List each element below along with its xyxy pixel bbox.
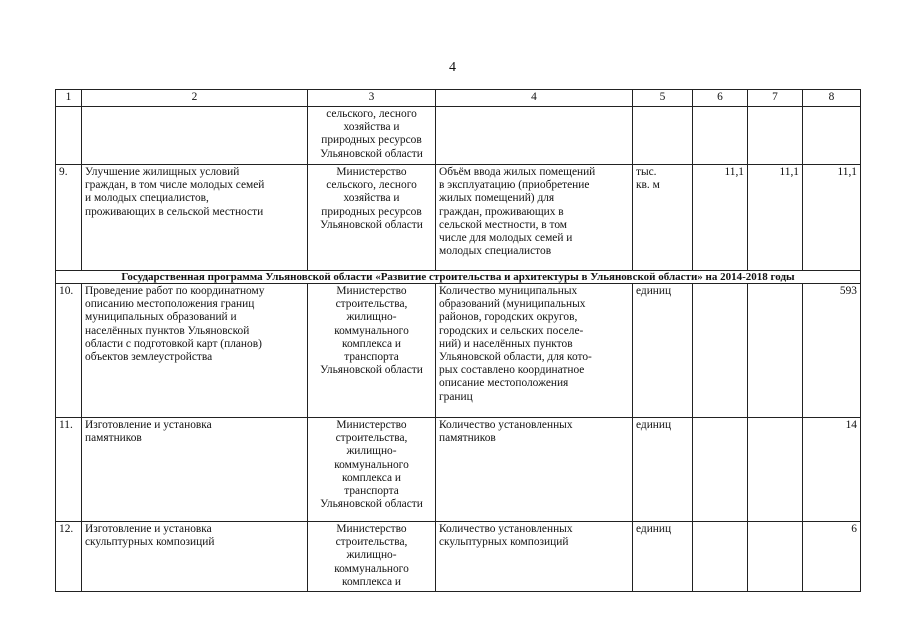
indicator: Количество муниципальных образований (муниципальных районов, городских округов, городских и сельских поселе- ний) и населённых пунктов Ульяновской области, для кото- рых составлено координатное описание местоположения границ <box>436 284 633 418</box>
table-header-row <box>56 90 861 107</box>
header-cell-5: 5 <box>633 90 693 107</box>
row-number <box>56 107 82 165</box>
unit: единиц <box>633 418 693 522</box>
responsible-ministry: Министерство строительства, жилищно- коммунального комплекса и транспорта Ульяновской области <box>308 284 436 418</box>
row-number: 9. <box>56 165 82 271</box>
unit <box>633 107 693 165</box>
value-col-7 <box>748 522 803 592</box>
table-row <box>56 284 861 418</box>
row-number: 12. <box>56 522 82 592</box>
header-cell-8: 8 <box>803 90 861 107</box>
row-number: 10. <box>56 284 82 418</box>
section-row <box>56 271 861 284</box>
event-name <box>82 107 308 165</box>
value-col-8: 11,1 <box>803 165 861 271</box>
header-cell-7: 7 <box>748 90 803 107</box>
unit: единиц <box>633 522 693 592</box>
responsible-ministry: Министерство строительства, жилищно- коммунального комплекса и <box>308 522 436 592</box>
header-cell-6: 6 <box>693 90 748 107</box>
table-row <box>56 107 861 165</box>
responsible-ministry: Министерство сельского, лесного хозяйства и природных ресурсов Ульяновской области <box>308 165 436 271</box>
table-row <box>56 522 861 592</box>
value-col-6 <box>693 522 748 592</box>
event-name: Изготовление и установка памятников <box>82 418 308 522</box>
table-row <box>56 418 861 522</box>
value-col-8: 14 <box>803 418 861 522</box>
row-number: 11. <box>56 418 82 522</box>
indicator: Количество установленных памятников <box>436 418 633 522</box>
value-col-7 <box>748 284 803 418</box>
responsible-ministry: Министерство строительства, жилищно- коммунального комплекса и транспорта Ульяновской области <box>308 418 436 522</box>
unit: тыс. кв. м <box>633 165 693 271</box>
page-number: 4 <box>449 60 456 75</box>
responsible-ministry: сельского, лесного хозяйства и природных ресурсов Ульяновской области <box>308 107 436 165</box>
table-row <box>56 165 861 271</box>
event-name: Улучшение жилищных условий граждан, в том числе молодых семей и молодых специалистов, проживающих в сельской местности <box>82 165 308 271</box>
program-table <box>55 89 861 592</box>
unit: единиц <box>633 284 693 418</box>
header-cell-4: 4 <box>436 90 633 107</box>
header-cell-1: 1 <box>56 90 82 107</box>
section-title: Государственная программа Ульяновской области «Развитие строительства и архитектуры в Ульяновской области» на 2014-2018 годы <box>56 271 861 284</box>
value-col-8: 593 <box>803 284 861 418</box>
event-name: Проведение работ по координатному описанию местоположения границ муниципальных образований и населённых пунктов Ульяновской области с подготовкой карт (планов) объектов землеустройства <box>82 284 308 418</box>
indicator <box>436 107 633 165</box>
header-cell-3: 3 <box>308 90 436 107</box>
value-col-6 <box>693 284 748 418</box>
header-cell-2: 2 <box>82 90 308 107</box>
indicator: Объём ввода жилых помещений в эксплуатацию (приобретение жилых помещений) для граждан, проживающих в сельской местности, в том числе для молодых семей и молодых специалистов <box>436 165 633 271</box>
value-col-6: 11,1 <box>693 165 748 271</box>
value-col-7 <box>748 107 803 165</box>
value-col-8: 6 <box>803 522 861 592</box>
event-name: Изготовление и установка скульптурных композиций <box>82 522 308 592</box>
value-col-7 <box>748 418 803 522</box>
value-col-6 <box>693 107 748 165</box>
indicator: Количество установленных скульптурных композиций <box>436 522 633 592</box>
value-col-7: 11,1 <box>748 165 803 271</box>
value-col-8 <box>803 107 861 165</box>
value-col-6 <box>693 418 748 522</box>
